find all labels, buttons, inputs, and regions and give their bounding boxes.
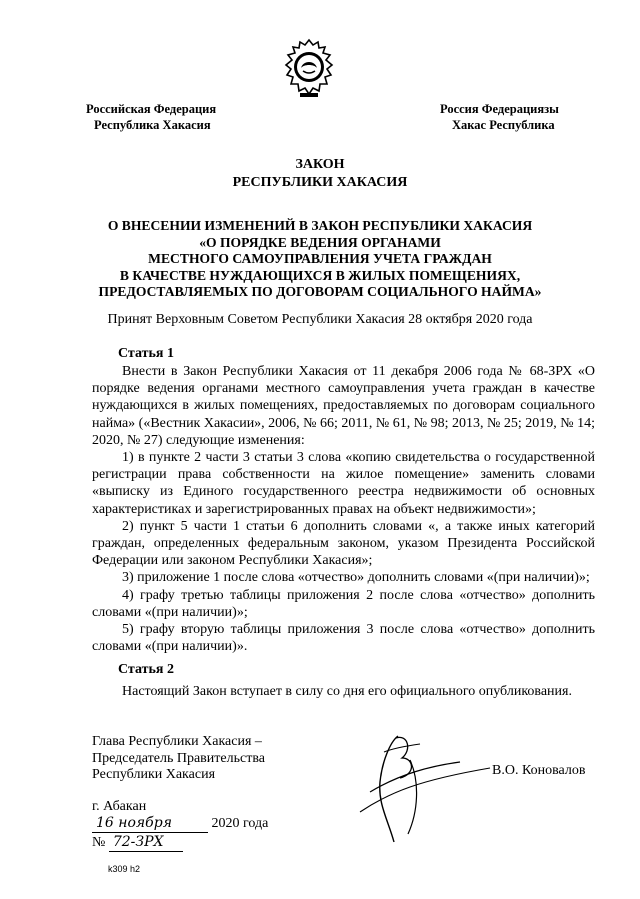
header-left	[86, 101, 216, 133]
republic-emblem-icon	[283, 38, 335, 100]
article-1-paragraph: Внести в Закон Республики Хакасия от 11 декабря 2006 года № 68-ЗРХ «О порядке ведения органами местного самоуправления учета граждан в качестве нуждающихся в жилых помещениях, предоставляемых по договорам социального найма» («Вестник Хакасии», 2006, № 66; 2011, № 61, № 98; 2013, № 25; 2019, № 14; 2020, № 27) следующие изменения:	[92, 364, 596, 448]
article-1-paragraph: 4) графу третью таблицы приложения 2 после слова «отчество» дополнить словами «(при наличии)»;	[92, 587, 595, 620]
number-prefix: №	[92, 835, 106, 850]
handwritten-date: 16 ноября	[92, 814, 208, 833]
article-1-body	[92, 363, 595, 655]
adoption-statement: Принят Верховным Советом Республики Хакасия 28 октября 2020 года	[107, 312, 533, 327]
document-title: ЗАКОН	[295, 157, 345, 172]
document-title-subtitle: РЕСПУБЛИКИ ХАКАСИЯ	[232, 175, 408, 190]
header-left-line2: Республика Хакасия	[94, 118, 211, 132]
article-2-heading: Статья 2	[118, 662, 174, 677]
header-right-line2: Хакас Республика	[452, 118, 555, 132]
law-subject-line: ПРЕДОСТАВЛЯЕМЫХ ПО ДОГОВОРАМ СОЦИАЛЬНОГО НАЙМА»	[98, 284, 542, 299]
header-left-line1: Российская Федерация	[86, 102, 217, 116]
article-1-paragraph: 1) в пункте 2 части 3 статьи 3 слова «копию свидетельства о государственной регистрации права собственности на жилое помещение» заменить словами «выписку из Единого государственного реестра недвижимости об основных характеристиках и зарегистрированных правах на объект недвижимости»;	[92, 450, 595, 517]
article-1-paragraph: 2) пункт 5 части 1 статьи 6 дополнить словами «, а также иных категорий граждан, определенных федеральным законом, указом Президента Российской Федерации или законом Республики Хакасия»;	[92, 518, 595, 569]
document-code: k309 h2	[108, 864, 141, 874]
signatory-title-line: Республики Хакасия	[92, 767, 216, 782]
handwritten-signature	[350, 722, 500, 847]
signatory-title	[92, 734, 265, 784]
article-1-paragraph: 5) графу вторую таблицы приложения 3 после слова «отчество» дополнить словами «(при наличии)».	[92, 622, 595, 655]
law-subject-line: МЕСТНОГО САМОУПРАВЛЕНИЯ УЧЕТА ГРАЖДАН	[148, 251, 492, 266]
signatory-name: В.О. Коновалов	[492, 763, 586, 778]
signatory-title-line: Глава Республики Хакасия –	[92, 734, 262, 749]
law-subject	[0, 218, 640, 301]
law-subject-line: О ВНЕСЕНИИ ИЗМЕНЕНИЙ В ЗАКОН РЕСПУБЛИКИ ХАКАСИЯ	[107, 218, 533, 233]
header-right-line1: Россия Федерациязы	[440, 102, 559, 116]
signatory-title-line: Председатель Правительства	[92, 750, 265, 766]
law-number	[92, 833, 183, 852]
handwritten-law-number: 72-ЗРХ	[109, 833, 183, 852]
date-year: 2020 года	[211, 816, 269, 831]
law-subject-line: «О ПОРЯДКЕ ВЕДЕНИЯ ОРГАНАМИ	[199, 234, 441, 250]
header-right	[440, 101, 559, 133]
article-1-heading: Статья 1	[118, 346, 174, 361]
article-2-text: Настоящий Закон вступает в силу со дня его официального опубликования.	[122, 684, 572, 699]
law-subject-line: В КАЧЕСТВЕ НУЖДАЮЩИХСЯ В ЖИЛЫХ ПОМЕЩЕНИЯХ,	[119, 267, 521, 283]
article-1-paragraph: 3) приложение 1 после слова «отчество» дополнить словами «(при наличии)»;	[122, 570, 590, 586]
place: г. Абакан	[92, 799, 147, 814]
signing-date	[92, 814, 268, 833]
